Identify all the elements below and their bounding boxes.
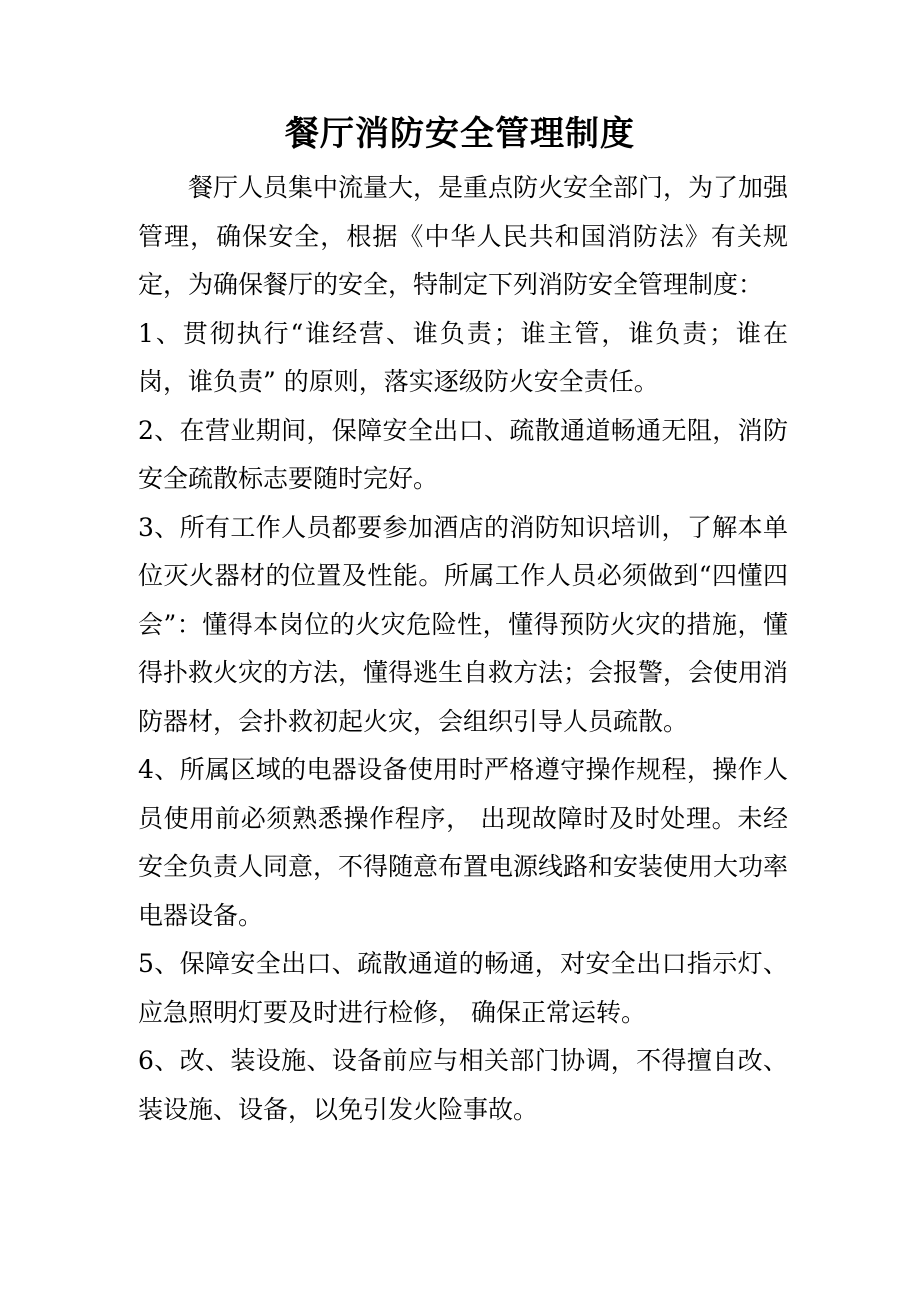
document-title: 餐厅消防安全管理制度 — [285, 114, 635, 154]
rule-3: 3、所有工作人员都要参加酒店的消防知识培训，了解本单位灭火器材的位置及性能。所属工作人员必须做到“四懂四会”：懂得本岗位的火灾危险性，懂得预防火灾的措施，懂得扑救火灾的方法，懂得逃生自救方法；会报警，会使用消防器材，会扑救初起火灾，会组织引导人员疏散。 — [138, 512, 789, 736]
document-body — [138, 164, 788, 1134]
rule-2: 2、在营业期间，保障安全出口、疏散通道畅通无阻，消防安全疏散标志要随时完好。 — [138, 415, 788, 493]
rule-4: 4、所属区域的电器设备使用时严格遵守操作规程，操作人员使用前必须熟悉操作程序， 出现故障时及时处理。未经安全负责人同意，不得随意布置电源线路和安装使用大功率电器设备。 — [138, 755, 789, 930]
rule-6: 6、改、装设施、设备前应与相关部门协调，不得擅自改、装设施、设备，以免引发火险事故。 — [138, 1046, 788, 1124]
rule-5: 5、保障安全出口、疏散通道的畅通，对安全出口指示灯、应急照明灯要及时进行检修， 确保正常运转。 — [138, 949, 788, 1027]
intro-paragraph: 餐厅人员集中流量大，是重点防火安全部门，为了加强管理，确保安全，根据《中华人民共和国消防法》有关规定，为确保餐厅的安全，特制定下列消防安全管理制度： — [138, 173, 789, 299]
rule-1: 1、贯彻执行“谁经营、谁负责；谁主管，谁负责；谁在岗，谁负责” 的原则，落实逐级防火安全责任。 — [138, 318, 788, 396]
